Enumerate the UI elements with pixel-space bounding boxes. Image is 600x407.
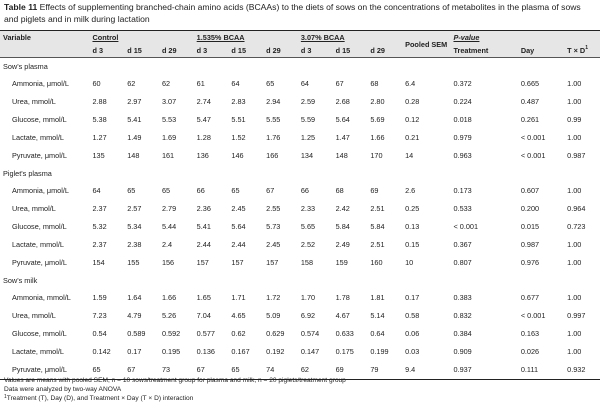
table-cell: 2.6 bbox=[405, 186, 416, 196]
header-interaction: $T \times D^1$ bbox=[564, 44, 600, 58]
table-cell: 0.192 bbox=[266, 347, 285, 357]
table-cell: 0.909 bbox=[453, 347, 472, 357]
table-cell: 5.34 bbox=[127, 222, 142, 232]
table-cell: 135 bbox=[92, 151, 105, 161]
table-cell: 0.199 bbox=[370, 347, 389, 357]
table-cell: 5.64 bbox=[335, 115, 350, 125]
table-cell: 2.59 bbox=[300, 97, 316, 107]
table-cell: 1.00 bbox=[567, 292, 582, 302]
table-cell: 0.807 bbox=[453, 258, 472, 268]
row-label: Lactate, mmol/L bbox=[12, 133, 64, 143]
table-cell: 146 bbox=[231, 151, 244, 161]
section-row bbox=[0, 58, 600, 75]
table-cell: 5.41 bbox=[127, 115, 142, 125]
header-row-columns bbox=[0, 44, 600, 58]
table-cell: 0.173 bbox=[453, 186, 472, 196]
table-cell: 5.55 bbox=[266, 115, 281, 125]
table-cell: 2.38 bbox=[127, 240, 142, 250]
table-cell: 1.72 bbox=[266, 292, 281, 302]
table-cell: 1.66 bbox=[161, 292, 177, 302]
table-cell: 2.37 bbox=[92, 204, 107, 214]
table-cell: 5.84 bbox=[335, 222, 350, 232]
table-cell: 4.79 bbox=[127, 311, 142, 321]
table-cell: 68 bbox=[370, 79, 379, 89]
table-cell: 159 bbox=[335, 258, 348, 268]
table-cell: 156 bbox=[161, 258, 175, 268]
table-cell: 166 bbox=[266, 151, 279, 161]
table-cell: 5.32 bbox=[92, 222, 107, 232]
table-cell: 2.88 bbox=[92, 97, 107, 107]
table-cell: 0.99 bbox=[567, 115, 582, 125]
header-ctrl-d15: d 15 bbox=[124, 44, 159, 58]
table-cell: 5.38 bbox=[92, 115, 107, 125]
row-label: Ammonia, μmol/L bbox=[12, 79, 69, 89]
table-cell: 0.832 bbox=[453, 311, 472, 321]
section-row bbox=[0, 165, 600, 182]
header-row-groups bbox=[0, 31, 600, 45]
table-cell: 0.21 bbox=[405, 133, 420, 143]
table-cell: 67 bbox=[124, 361, 159, 380]
table-cell: 4.67 bbox=[335, 311, 350, 321]
table-cell: 0.677 bbox=[520, 292, 540, 302]
table-cell: 69 bbox=[370, 186, 379, 196]
table-caption bbox=[4, 2, 596, 25]
table-cell: 1.00 bbox=[567, 79, 582, 89]
table-cell: 0.574 bbox=[300, 329, 320, 339]
table-row bbox=[0, 75, 600, 93]
table-cell: 67 bbox=[194, 361, 229, 380]
footnote-interaction: $^1$Treatment (T), Day (D), and Treatment × Day (T × D) interaction bbox=[4, 394, 194, 402]
table-cell: 157 bbox=[266, 258, 279, 268]
table-cell: 65 bbox=[231, 186, 240, 196]
header-treatment: Treatment bbox=[450, 44, 517, 58]
table-cell: 2.49 bbox=[335, 240, 350, 250]
table-cell: 5.41 bbox=[196, 222, 211, 232]
section-title: Sow's milk bbox=[3, 275, 38, 285]
table-cell: 5.44 bbox=[161, 222, 177, 232]
table-cell: 1.47 bbox=[335, 133, 350, 143]
table-cell: 1.70 bbox=[300, 292, 316, 302]
table-cell: 0.147 bbox=[300, 347, 320, 357]
header-b2-d3: d 3 bbox=[298, 44, 333, 58]
table-cell: 0.167 bbox=[231, 347, 250, 357]
table-cell: 148 bbox=[127, 151, 140, 161]
table-cell: 0.997 bbox=[567, 311, 586, 321]
table-row bbox=[0, 236, 600, 254]
table-cell: 1.25 bbox=[300, 133, 316, 143]
table-cell: 2.80 bbox=[370, 97, 385, 107]
table-cell: 0.577 bbox=[196, 329, 215, 339]
table-cell: 5.09 bbox=[266, 311, 281, 321]
table-cell: 6.92 bbox=[300, 311, 316, 321]
table-cell: 2.36 bbox=[196, 204, 211, 214]
table-cell: 170 bbox=[370, 151, 383, 161]
header-group-control: Control bbox=[89, 31, 193, 45]
table-cell: 0.372 bbox=[453, 79, 472, 89]
table-cell: < 0.001 bbox=[520, 133, 546, 143]
table-cell: 0.142 bbox=[92, 347, 111, 357]
table-cell: 0.06 bbox=[405, 329, 420, 339]
table-cell: 0.383 bbox=[453, 292, 472, 302]
table-row bbox=[0, 343, 600, 361]
row-label: Ammonia, μmol/L bbox=[12, 186, 69, 196]
table-cell: 0.987 bbox=[520, 240, 540, 250]
table-cell: 2.68 bbox=[335, 97, 350, 107]
table-cell: 0.629 bbox=[266, 329, 285, 339]
table-cell: 136 bbox=[196, 151, 209, 161]
table-row bbox=[0, 111, 600, 129]
table-cell: 67 bbox=[266, 186, 275, 196]
header-group-bcaa-307: 3.07% BCAA bbox=[298, 31, 402, 45]
table-cell: < 0.001 bbox=[520, 151, 546, 161]
table-cell: 65 bbox=[228, 361, 263, 380]
table-cell: 0.979 bbox=[453, 133, 472, 143]
table-cell: 154 bbox=[92, 258, 105, 268]
metabolites-table bbox=[0, 30, 600, 380]
table-cell: 0.224 bbox=[453, 97, 472, 107]
header-variable: Variable bbox=[0, 31, 89, 45]
table-cell: 2.79 bbox=[161, 204, 177, 214]
table-cell: 60 bbox=[92, 79, 101, 89]
table-cell: 66 bbox=[196, 186, 205, 196]
table-cell: 14 bbox=[405, 151, 414, 161]
table-body bbox=[0, 58, 600, 380]
table-cell: 0.015 bbox=[520, 222, 540, 232]
table-cell: 0.25 bbox=[405, 204, 420, 214]
table-cell: 2.33 bbox=[300, 204, 316, 214]
section-title: Sow's plasma bbox=[3, 61, 48, 71]
table-cell: 2.51 bbox=[370, 204, 385, 214]
table-cell: 148 bbox=[335, 151, 348, 161]
table-row bbox=[0, 129, 600, 147]
table-cell: 1.00 bbox=[567, 258, 582, 268]
row-label: Urea, mmol/L bbox=[12, 97, 56, 107]
table-row bbox=[0, 181, 600, 199]
row-label: Lactate, mmol/L bbox=[12, 347, 64, 357]
row-label: Pyruvate, μmol/L bbox=[0, 361, 89, 380]
footnote-anova: Data were analyzed by two-way ANOVA bbox=[4, 386, 122, 393]
header-ctrl-d29: d 29 bbox=[159, 44, 194, 58]
table-cell: 1.27 bbox=[92, 133, 107, 143]
table-cell: 157 bbox=[231, 258, 244, 268]
table-row bbox=[0, 200, 600, 218]
table-cell: 0.58 bbox=[405, 311, 420, 321]
table-cell: 65 bbox=[266, 79, 275, 89]
row-label: Glucose, mmol/L bbox=[12, 115, 67, 125]
table-cell: 2.45 bbox=[231, 204, 246, 214]
table-cell: 1.78 bbox=[335, 292, 350, 302]
table-cell: 1.71 bbox=[231, 292, 246, 302]
table-cell: 68 bbox=[335, 186, 344, 196]
table-cell: 5.51 bbox=[231, 115, 246, 125]
header-day: Day bbox=[518, 44, 564, 58]
table-row bbox=[0, 307, 600, 325]
table-cell: 1.00 bbox=[567, 97, 582, 107]
table-cell: 0.987 bbox=[567, 151, 586, 161]
table-cell: 0.17 bbox=[405, 292, 420, 302]
table-cell: 5.64 bbox=[231, 222, 246, 232]
table-cell: 1.00 bbox=[567, 186, 582, 196]
table-cell: 0.195 bbox=[161, 347, 181, 357]
table-cell: 0.018 bbox=[453, 115, 472, 125]
table-cell: 64 bbox=[231, 79, 240, 89]
table-cell: 0.963 bbox=[453, 151, 472, 161]
header-blank bbox=[0, 44, 89, 58]
table-caption-text: Effects of supplementing branched-chain amino acids (BCAAs) to the diets of sows on the concentrations of metabolites in the plasma of sows and piglets and in milk during lactation bbox=[4, 2, 581, 24]
table-cell: 65 bbox=[89, 361, 124, 380]
table-cell: 1.65 bbox=[196, 292, 211, 302]
table-cell: 2.74 bbox=[196, 97, 211, 107]
table-cell: 2.55 bbox=[266, 204, 281, 214]
table-cell: 6.4 bbox=[405, 79, 416, 89]
table-cell: 158 bbox=[300, 258, 314, 268]
table-cell: 2.45 bbox=[266, 240, 281, 250]
table-cell: 0.62 bbox=[231, 329, 246, 339]
table-cell: 0.163 bbox=[520, 329, 540, 339]
header-group-bcaa-1535: 1.535% BCAA bbox=[194, 31, 298, 45]
table-cell: 4.65 bbox=[231, 311, 246, 321]
header-b2-d15: d 15 bbox=[333, 44, 368, 58]
table-cell: 10 bbox=[405, 258, 414, 268]
table-cell: 0.384 bbox=[453, 329, 472, 339]
table-cell: 2.57 bbox=[127, 204, 142, 214]
table-cell: 0.665 bbox=[520, 79, 540, 89]
table-cell: 0.136 bbox=[196, 347, 215, 357]
header-b2-d29: d 29 bbox=[367, 44, 402, 58]
table-cell: 1.00 bbox=[567, 240, 582, 250]
table-cell: 65 bbox=[161, 186, 171, 196]
table-cell: 1.00 bbox=[567, 133, 582, 143]
table-cell: 5.47 bbox=[196, 115, 211, 125]
table-cell: 5.73 bbox=[266, 222, 281, 232]
table-cell: 160 bbox=[370, 258, 383, 268]
table-cell: 0.976 bbox=[520, 258, 540, 268]
table-cell: 0.937 bbox=[450, 361, 517, 380]
table-cell: 0.723 bbox=[567, 222, 586, 232]
table-cell: 79 bbox=[367, 361, 402, 380]
table-cell: 0.487 bbox=[520, 97, 540, 107]
row-label: Lactate, mmol/L bbox=[12, 240, 64, 250]
table-cell: 0.15 bbox=[405, 240, 420, 250]
table-cell: 0.28 bbox=[405, 97, 420, 107]
table-cell: 1.00 bbox=[567, 329, 582, 339]
table-cell: 161 bbox=[161, 151, 175, 161]
header-pvalue: P-value bbox=[450, 31, 600, 45]
table-row bbox=[0, 218, 600, 236]
table-cell: 0.175 bbox=[335, 347, 354, 357]
table-cell: 2.42 bbox=[335, 204, 350, 214]
table-cell: 0.13 bbox=[405, 222, 420, 232]
table-cell: 65 bbox=[127, 186, 136, 196]
table-label: Table 11 bbox=[4, 2, 38, 12]
table-cell: 1.59 bbox=[92, 292, 107, 302]
table-cell: 0.03 bbox=[405, 347, 420, 357]
table-cell: 1.52 bbox=[231, 133, 246, 143]
table-cell: 66 bbox=[300, 186, 309, 196]
table-cell: 2.4 bbox=[161, 240, 173, 250]
section-title: Piglet's plasma bbox=[3, 168, 52, 178]
table-cell: 1.81 bbox=[370, 292, 385, 302]
table-cell: 2.94 bbox=[266, 97, 281, 107]
table-cell: 0.367 bbox=[453, 240, 472, 250]
table-row bbox=[0, 93, 600, 111]
table-footnotes bbox=[4, 376, 596, 403]
header-b1-d15: d 15 bbox=[228, 44, 263, 58]
table-cell: 73 bbox=[159, 361, 194, 380]
table-cell: 155 bbox=[127, 258, 140, 268]
table-cell: 0.026 bbox=[520, 347, 540, 357]
table-cell: 2.37 bbox=[92, 240, 107, 250]
table-cell: 0.533 bbox=[453, 204, 472, 214]
table-cell: 62 bbox=[127, 79, 136, 89]
header-pooled-sem: Pooled SEM bbox=[402, 31, 450, 58]
table-cell: 0.607 bbox=[520, 186, 540, 196]
table-cell: 2.44 bbox=[231, 240, 246, 250]
table-cell: 0.200 bbox=[520, 204, 540, 214]
table-cell: 1.76 bbox=[266, 133, 281, 143]
header-b1-d29: d 29 bbox=[263, 44, 298, 58]
table-cell: 5.69 bbox=[370, 115, 385, 125]
table-cell: 3.07 bbox=[161, 97, 177, 107]
table-cell: 0.964 bbox=[567, 204, 586, 214]
footnote-means: Values are means with pooled SEM, n = 10 sows/treatment group for plasma and milk, n = 20 piglets/treatment group bbox=[4, 377, 346, 384]
table-cell: 0.633 bbox=[335, 329, 354, 339]
table-cell: 0.592 bbox=[161, 329, 181, 339]
table-cell: 1.49 bbox=[127, 133, 142, 143]
table-cell: 69 bbox=[333, 361, 368, 380]
header-b1-d3: d 3 bbox=[194, 44, 229, 58]
table-cell: 5.26 bbox=[161, 311, 177, 321]
section-row bbox=[0, 272, 600, 289]
table-row bbox=[0, 147, 600, 165]
table-row bbox=[0, 254, 600, 272]
row-label: Urea, mmol/L bbox=[12, 204, 56, 214]
table-cell: 0.261 bbox=[520, 115, 540, 125]
table-cell: 64 bbox=[92, 186, 101, 196]
table-cell: 74 bbox=[263, 361, 298, 380]
row-label: Pyruvate, μmol/L bbox=[12, 151, 67, 161]
table-cell: 1.00 bbox=[567, 347, 582, 357]
table-cell: 62 bbox=[161, 79, 171, 89]
table-cell: 7.23 bbox=[92, 311, 107, 321]
table-cell: 134 bbox=[300, 151, 314, 161]
table-cell: 1.69 bbox=[161, 133, 177, 143]
table-cell: 1.28 bbox=[196, 133, 211, 143]
table-cell: 9.4 bbox=[402, 361, 450, 380]
table-cell: 0.589 bbox=[127, 329, 146, 339]
row-label: Pyruvate, μmol/L bbox=[12, 258, 67, 268]
table-cell: 5.59 bbox=[300, 115, 316, 125]
row-label: Glucose, mmol/L bbox=[12, 222, 67, 232]
table-cell: 0.64 bbox=[370, 329, 385, 339]
table-row bbox=[0, 325, 600, 343]
table-cell: 2.97 bbox=[127, 97, 142, 107]
table-cell: 0.12 bbox=[405, 115, 420, 125]
table-cell: 5.84 bbox=[370, 222, 385, 232]
table-cell: 64 bbox=[300, 79, 309, 89]
table-cell: 0.111 bbox=[518, 361, 564, 380]
header-ctrl-d3: d 3 bbox=[89, 44, 124, 58]
table-cell: < 0.001 bbox=[453, 222, 479, 232]
table-cell: < 0.001 bbox=[520, 311, 546, 321]
table-cell: 67 bbox=[335, 79, 344, 89]
row-label: Glucose, mmol/L bbox=[12, 329, 67, 339]
table-cell: 2.83 bbox=[231, 97, 246, 107]
table-cell: 7.04 bbox=[196, 311, 211, 321]
row-label: Ammonia, mmol/L bbox=[12, 292, 71, 302]
table-cell: 0.54 bbox=[92, 329, 107, 339]
table-cell: 5.65 bbox=[300, 222, 316, 232]
table-cell: 0.17 bbox=[127, 347, 142, 357]
table-cell: 0.932 bbox=[564, 361, 600, 380]
table-cell: 1.64 bbox=[127, 292, 142, 302]
table-cell: 1.66 bbox=[370, 133, 385, 143]
table-cell: 62 bbox=[298, 361, 333, 380]
table-cell: 2.51 bbox=[370, 240, 385, 250]
table-cell: 61 bbox=[196, 79, 205, 89]
table-cell: 5.53 bbox=[161, 115, 177, 125]
table-cell: 2.44 bbox=[196, 240, 211, 250]
row-label: Urea, mmol/L bbox=[12, 311, 56, 321]
table-cell: 2.52 bbox=[300, 240, 316, 250]
table-cell: 5.14 bbox=[370, 311, 385, 321]
table-cell: 157 bbox=[196, 258, 209, 268]
table-row bbox=[0, 288, 600, 306]
